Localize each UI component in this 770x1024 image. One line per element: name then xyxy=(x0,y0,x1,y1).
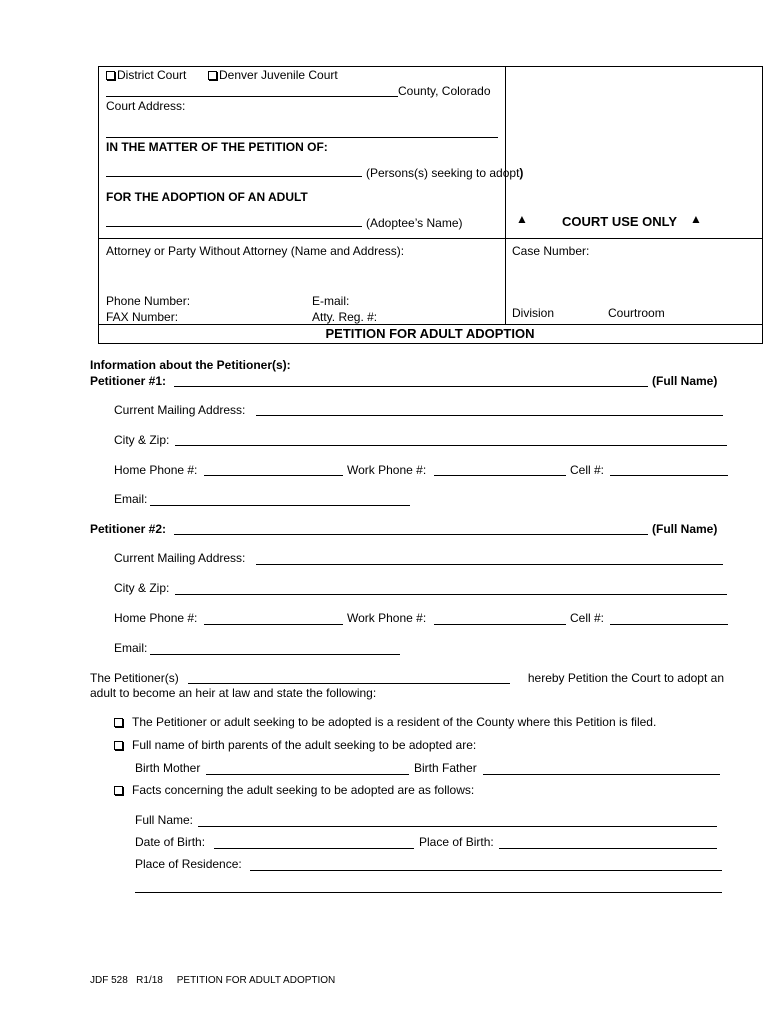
residence-field[interactable] xyxy=(250,870,722,871)
facts-checkbox[interactable] xyxy=(114,786,123,795)
county-colorado-label: County, Colorado xyxy=(398,84,491,98)
fax-label: FAX Number: xyxy=(106,310,179,324)
birth-parents-item: Full name of birth parents of the adult seeking to be adopted are: xyxy=(114,738,476,752)
court-use-only-label: COURT USE ONLY xyxy=(562,214,678,229)
statement-hereby: hereby Petition the Court to adopt an xyxy=(527,671,724,685)
facts-item: Facts concerning the adult seeking to be adopted are as follows: xyxy=(114,783,474,797)
full-name-label-1: (Full Name) xyxy=(652,374,718,388)
p1-cell-label: Cell #: xyxy=(570,463,605,477)
p2-mailing-label: Current Mailing Address: xyxy=(114,551,246,565)
p1-mailing-field[interactable] xyxy=(256,415,723,416)
p1-home-phone-label: Home Phone #: xyxy=(114,463,198,477)
case-number-label: Case Number: xyxy=(512,244,590,258)
p2-city-zip-label: City & Zip: xyxy=(114,581,170,595)
petitioner1-label: Petitioner #1: xyxy=(90,374,167,388)
p2-city-zip-field[interactable] xyxy=(175,594,727,595)
attorney-label: Attorney or Party Without Attorney (Name and Address): xyxy=(106,244,405,258)
p1-city-zip-label: City & Zip: xyxy=(114,433,170,447)
p2-work-phone-label: Work Phone #: xyxy=(347,611,427,625)
triangle-right-icon: ▲ xyxy=(690,212,702,226)
persons-seeking-label: (Persons(s) seeking to adopt) xyxy=(366,166,524,180)
email-label: E-mail: xyxy=(312,294,350,308)
resident-item: The Petitioner or adult seeking to be adopted is a resident of the County where this Petition is filed. xyxy=(114,715,656,729)
persons-seeking-field[interactable] xyxy=(106,176,362,177)
p1-email-field[interactable] xyxy=(150,505,410,506)
p1-work-phone-field[interactable] xyxy=(434,475,566,476)
court-address-label: Court Address: xyxy=(106,99,186,113)
p1-mailing-label: Current Mailing Address: xyxy=(114,403,246,417)
district-court-checkbox[interactable] xyxy=(106,71,115,80)
atty-reg-label: Atty. Reg. #: xyxy=(312,310,378,324)
birth-father-field[interactable] xyxy=(483,774,720,775)
petitioner1-name-field[interactable] xyxy=(174,386,648,387)
adoptee-full-name-field[interactable] xyxy=(198,826,717,827)
dob-label: Date of Birth: xyxy=(135,835,206,849)
p1-cell-field[interactable] xyxy=(610,475,728,476)
p2-home-phone-label: Home Phone #: xyxy=(114,611,198,625)
birth-mother-field[interactable] xyxy=(206,774,409,775)
p1-city-zip-field[interactable] xyxy=(175,445,727,446)
birth-parents-checkbox[interactable] xyxy=(114,741,123,750)
p2-home-phone-field[interactable] xyxy=(204,624,343,625)
form-revision: R1/18 xyxy=(136,975,163,986)
birth-father-label: Birth Father xyxy=(414,761,477,775)
petitioner2-label: Petitioner #2: xyxy=(90,522,167,536)
form-title: PETITION FOR ADULT ADOPTION xyxy=(325,326,535,341)
adoptee-full-name-label: Full Name: xyxy=(135,813,194,827)
p2-cell-label: Cell #: xyxy=(570,611,605,625)
residence-label: Place of Residence: xyxy=(135,857,242,871)
phone-label: Phone Number: xyxy=(106,294,191,308)
pob-label: Place of Birth: xyxy=(419,835,494,849)
statement-lead: The Petitioner(s) xyxy=(90,671,179,685)
residence-field-2[interactable] xyxy=(135,892,722,893)
dob-field[interactable] xyxy=(214,848,414,849)
caption-row-divider xyxy=(98,238,762,239)
resident-checkbox[interactable] xyxy=(114,718,123,727)
triangle-left-icon: ▲ xyxy=(516,212,528,226)
p2-work-phone-field[interactable] xyxy=(434,624,566,625)
caption-box xyxy=(98,66,763,344)
p2-email-field[interactable] xyxy=(150,654,400,655)
p2-email-label: Email: xyxy=(114,641,148,655)
for-adoption-label: FOR THE ADOPTION OF AN ADULT xyxy=(106,190,308,204)
birth-mother-label: Birth Mother xyxy=(135,761,201,775)
denver-juvenile-court-checkbox[interactable] xyxy=(208,71,217,80)
courtroom-label: Courtroom xyxy=(608,306,665,320)
in-the-matter-label: IN THE MATTER OF THE PETITION OF: xyxy=(106,140,328,154)
division-label: Division xyxy=(512,306,555,320)
adoptee-name-label: (Adoptee’s Name) xyxy=(366,216,463,230)
petitioner2-name-field[interactable] xyxy=(174,534,648,535)
court-address-field[interactable] xyxy=(106,137,498,138)
p1-work-phone-label: Work Phone #: xyxy=(347,463,427,477)
footer xyxy=(90,975,335,986)
statement-line2: adult to become an heir at law and state the following: xyxy=(90,686,377,700)
p1-email-label: Email: xyxy=(114,492,148,506)
adoptee-name-field[interactable] xyxy=(106,226,362,227)
denver-juvenile-court-option[interactable]: Denver Juvenile Court xyxy=(208,68,338,82)
full-name-label-2: (Full Name) xyxy=(652,522,718,536)
footer-title: PETITION FOR ADULT ADOPTION xyxy=(176,975,336,986)
form-id: JDF 528 xyxy=(90,975,128,986)
petitioners-heading: Information about the Petitioner(s): xyxy=(90,358,291,372)
title-row-divider xyxy=(98,324,762,325)
county-field[interactable] xyxy=(106,96,398,97)
p1-home-phone-field[interactable] xyxy=(204,475,343,476)
p2-mailing-field[interactable] xyxy=(256,564,723,565)
district-court-option[interactable]: District Court xyxy=(106,68,186,82)
caption-divider xyxy=(505,66,506,324)
p2-cell-field[interactable] xyxy=(610,624,728,625)
pob-field[interactable] xyxy=(499,848,717,849)
petitioners-names-field[interactable] xyxy=(188,683,510,684)
